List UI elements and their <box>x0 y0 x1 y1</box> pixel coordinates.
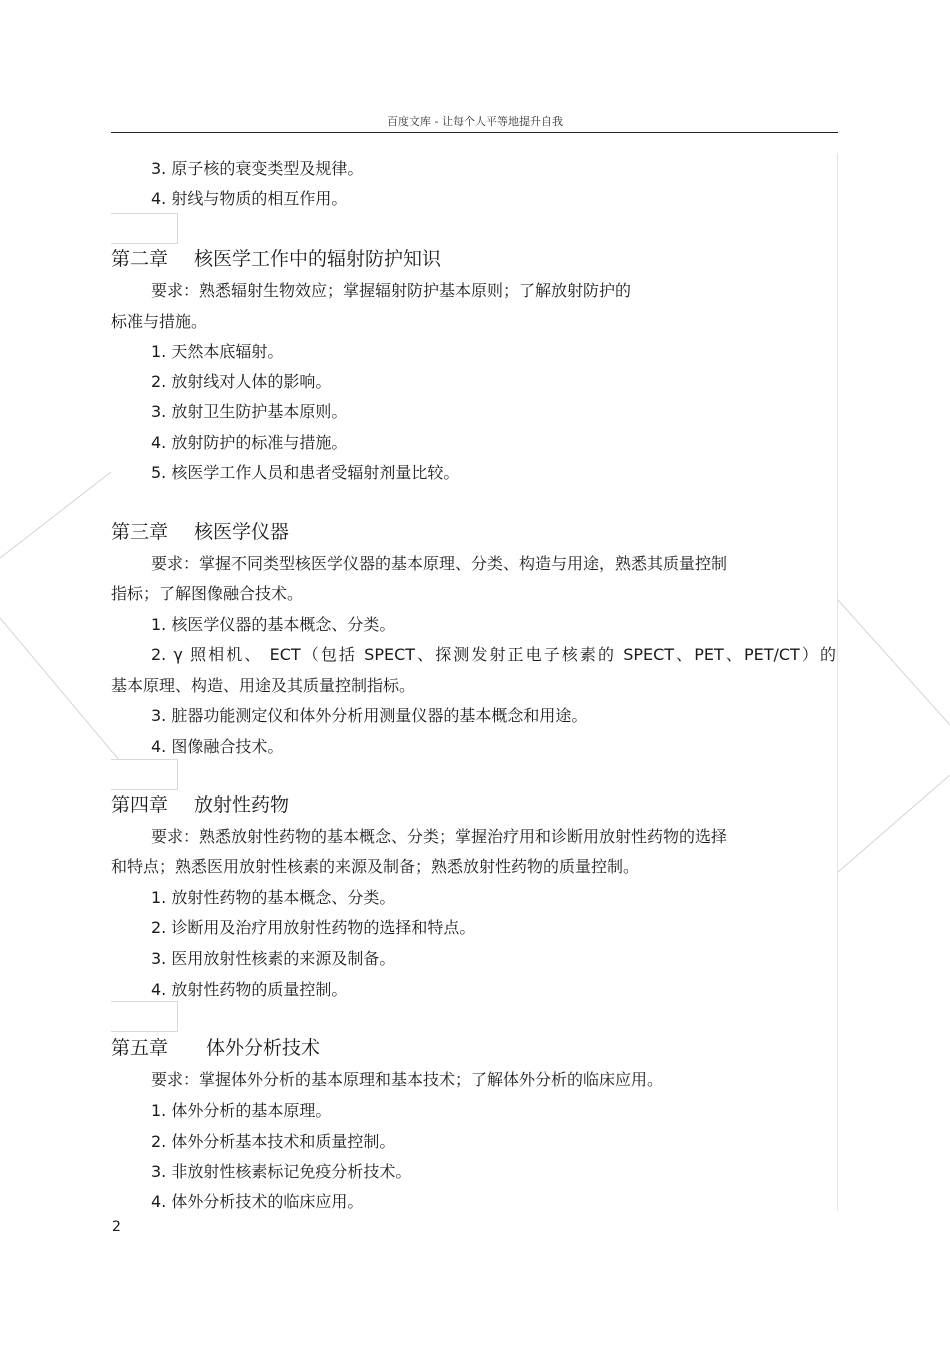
chapter-number: 第五章 <box>111 1037 169 1059</box>
list-item: 1. 放射性药物的基本概念、分类。 <box>151 888 396 907</box>
list-item: 3. 原子核的衰变类型及规律。 <box>151 159 364 178</box>
chapter-number: 第二章 <box>111 248 169 270</box>
page-number: 2 <box>112 1219 121 1235</box>
requirement-text: 要求：熟悉辐射生物效应；掌握辐射防护基本原则；了解放射防护的 <box>151 281 632 300</box>
requirement-text: 要求：掌握不同类型核医学仪器的基本原理、分类、构造与用途，熟悉其质量控制 <box>151 554 728 573</box>
list-item: 4. 图像融合技术。 <box>151 737 284 756</box>
requirement-text: 指标；了解图像融合技术。 <box>111 584 304 603</box>
chapter-title: 核医学仪器 <box>194 521 290 543</box>
chapter-heading <box>111 793 289 817</box>
list-item: 2. 体外分析基本技术和质量控制。 <box>151 1132 396 1151</box>
list-item: 2. 诊断用及治疗用放射性药物的选择和特点。 <box>151 918 476 937</box>
chapter-number: 第三章 <box>111 521 169 543</box>
list-item: 1. 体外分析的基本原理。 <box>151 1101 332 1120</box>
chapter-heading <box>111 520 289 544</box>
requirement-text: 标准与措施。 <box>111 312 208 331</box>
requirement-text: 要求：熟悉放射性药物的基本概念、分类；掌握治疗用和诊断用放射性药物的选择 <box>151 827 728 846</box>
list-item: 3. 放射卫生防护基本原则。 <box>151 402 348 421</box>
page-header: 百度文库 - 让每个人平等地提升自我 <box>387 115 563 128</box>
list-item: 1. 天然本底辐射。 <box>151 342 284 361</box>
list-item: 2. 放射线对人体的影响。 <box>151 372 332 391</box>
chapter-number: 第四章 <box>111 794 169 816</box>
list-item: 4. 放射性药物的质量控制。 <box>151 980 348 999</box>
chapter-heading <box>111 1036 320 1060</box>
margin-tab <box>111 1001 178 1032</box>
list-item: 4. 体外分析技术的临床应用。 <box>151 1192 364 1211</box>
requirement-text: 要求：掌握体外分析的基本原理和基本技术；了解体外分析的临床应用。 <box>151 1070 664 1089</box>
margin-tab <box>111 213 178 244</box>
list-item: 3. 脏器功能测定仪和体外分析用测量仪器的基本概念和用途。 <box>151 706 588 725</box>
list-item-continuation: 基本原理、构造、用途及其质量控制指标。 <box>111 676 416 695</box>
chapter-title: 体外分析技术 <box>206 1037 321 1059</box>
chapter-heading <box>111 247 441 271</box>
list-item: 3. 非放射性核素标记免疫分析技术。 <box>151 1162 412 1181</box>
requirement-text: 和特点；熟悉医用放射性核素的来源及制备；熟悉放射性药物的质量控制。 <box>111 857 640 876</box>
list-item: 3. 医用放射性核素的来源及制备。 <box>151 949 396 968</box>
list-item: 5. 核医学工作人员和患者受辐射剂量比较。 <box>151 463 460 482</box>
list-item: 2. γ 照相机、 ECT（包括 SPECT、探测发射正电子核素的 SPECT、PET、PET/CT）的 <box>151 645 836 664</box>
chapter-title: 放射性药物 <box>194 794 290 816</box>
list-item: 4. 放射防护的标准与措施。 <box>151 433 348 452</box>
list-item: 4. 射线与物质的相互作用。 <box>151 189 348 208</box>
margin-tab <box>111 759 178 790</box>
chapter-title: 核医学工作中的辐射防护知识 <box>194 248 442 270</box>
list-item: 1. 核医学仪器的基本概念、分类。 <box>151 615 396 634</box>
